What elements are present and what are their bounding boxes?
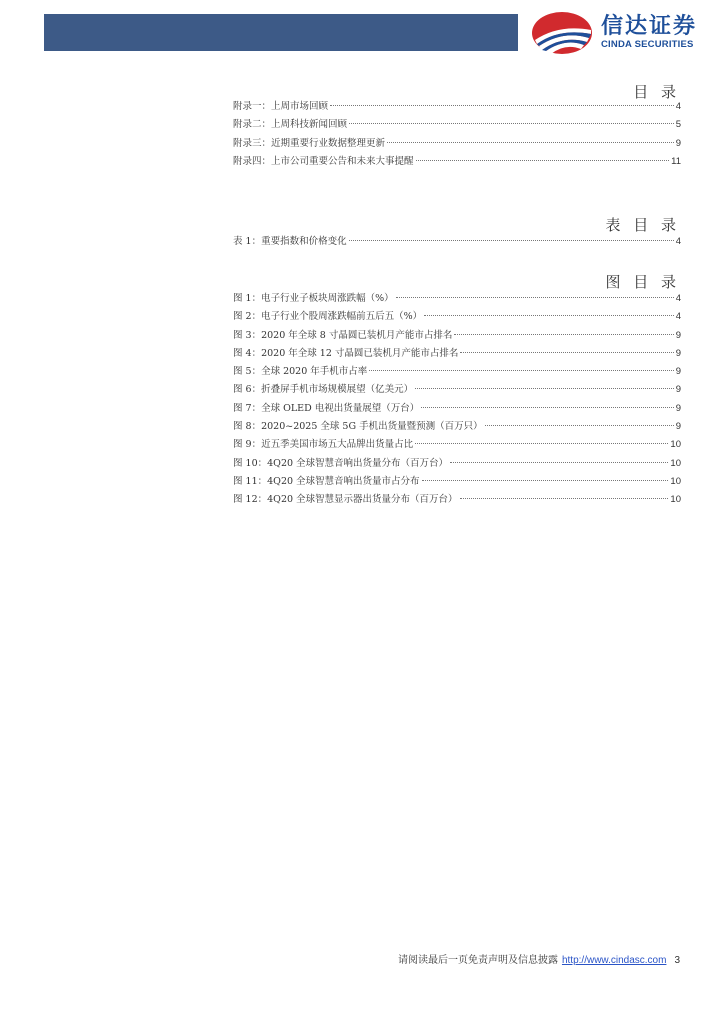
- toc-item-label: 图 2：电子行业个股周涨跌幅前五后五（%）: [233, 311, 423, 323]
- toc-item-label: 表 1：重要指数和价格变化: [233, 236, 347, 247]
- toc-item-label: 图 9：近五季美国市场五大品牌出货量占比: [233, 439, 414, 451]
- cinda-logo-icon: [529, 10, 595, 56]
- disclaimer-text: 请阅读最后一页免责声明及信息披露: [397, 955, 558, 966]
- toc-item[interactable]: [233, 116, 681, 134]
- toc-item-label: 附录四：上市公司重要公告和未来大事提醒: [233, 155, 414, 167]
- figures-toc-title: 图 目 录: [605, 273, 680, 291]
- toc-item-page: 9: [675, 384, 681, 396]
- leader-dots: [460, 352, 673, 353]
- toc-item-page: 4: [675, 293, 681, 304]
- toc-item-label: 图 4：2020 年全球 12 寸晶圆已装机月产能市占排名: [233, 347, 459, 359]
- tables-toc-list: [233, 233, 681, 251]
- toc-item-page: 10: [670, 457, 681, 469]
- toc-item-label: 附录二：上周科技新闻回顾: [233, 119, 348, 131]
- leader-dots: [415, 388, 674, 389]
- toc-item-page: 9: [675, 329, 681, 341]
- toc-item[interactable]: [233, 153, 681, 171]
- toc-item-page: 4: [675, 101, 681, 112]
- toc-item-page: 4: [675, 311, 681, 323]
- leader-dots: [330, 105, 674, 106]
- figure-toc-item[interactable]: [233, 473, 681, 491]
- leader-dots: [369, 370, 673, 371]
- toc-item-label: 图 6：折叠屏手机市场规模展望（亿美元）: [233, 384, 414, 396]
- figure-toc-item[interactable]: [233, 400, 681, 418]
- leader-dots: [424, 315, 674, 316]
- toc-item-label: 图 7：全球 OLED 电视出货量展望（万台）: [233, 402, 420, 414]
- toc-item-page: 5: [675, 119, 681, 131]
- figure-toc-item[interactable]: [233, 345, 681, 363]
- toc-item-page: 10: [670, 439, 681, 451]
- toc-item[interactable]: [233, 135, 681, 153]
- toc-item-page: 9: [675, 366, 681, 378]
- leader-dots: [421, 407, 673, 408]
- leader-dots: [422, 480, 669, 481]
- toc-item-label: 附录一：上周市场回顾: [233, 101, 329, 112]
- leader-dots: [396, 297, 674, 298]
- toc-item-page: 10: [670, 475, 681, 487]
- website-link[interactable]: http://www.cindasc.com: [561, 955, 667, 966]
- brand-name-cn: 信达证券: [601, 14, 698, 39]
- figure-toc-item[interactable]: [233, 418, 681, 436]
- toc-item-label: 图 5：全球 2020 年手机市占率: [233, 366, 368, 378]
- toc-item-label: 附录三：近期重要行业数据整理更新: [233, 137, 386, 149]
- toc-item-label: 图 11：4Q20 全球智慧音响出货量市占分布: [233, 475, 420, 487]
- toc-title: 目 录: [633, 83, 680, 101]
- toc-item-page: 10: [670, 494, 681, 506]
- figure-toc-item[interactable]: [233, 363, 681, 381]
- page-number: 3: [674, 955, 680, 966]
- toc-item-label: 图 3：2020 年全球 8 寸晶圆已装机月产能市占排名: [233, 329, 453, 341]
- toc-item-label: 图 1：电子行业子板块周涨跌幅（%）: [233, 293, 394, 304]
- brand-name-en: CINDA SECURITIES: [601, 39, 694, 50]
- figure-toc-item[interactable]: [233, 436, 681, 454]
- toc-list: [233, 98, 681, 171]
- figure-toc-item[interactable]: [233, 308, 681, 326]
- figures-toc-list: [233, 290, 681, 510]
- leader-dots: [387, 142, 674, 143]
- figure-toc-item[interactable]: [233, 491, 681, 509]
- header-bar: [44, 14, 518, 51]
- page-footer: [0, 951, 680, 966]
- toc-item-page: 9: [675, 347, 681, 359]
- toc-item-page: 9: [675, 137, 681, 149]
- leader-dots: [485, 425, 674, 426]
- toc-item-label: 图 12：4Q20 全球智慧显示器出货量分布（百万台）: [233, 494, 458, 506]
- figure-toc-item[interactable]: [233, 381, 681, 399]
- toc-item-page: 11: [671, 155, 681, 167]
- leader-dots: [450, 462, 668, 463]
- tables-toc-title: 表 目 录: [605, 216, 680, 234]
- leader-dots: [349, 123, 674, 124]
- toc-item-page: 9: [675, 421, 681, 433]
- table-toc-item[interactable]: [233, 233, 681, 251]
- figure-toc-item[interactable]: [233, 290, 681, 308]
- leader-dots: [416, 160, 670, 161]
- figure-toc-item[interactable]: [233, 455, 681, 473]
- toc-item-page: 9: [675, 402, 681, 414]
- leader-dots: [349, 240, 674, 241]
- toc-item-label: 图 8：2020~2025 全球 5G 手机出货量暨预测（百万只）: [233, 421, 483, 433]
- leader-dots: [454, 334, 673, 335]
- leader-dots: [460, 498, 669, 499]
- figure-toc-item[interactable]: [233, 327, 681, 345]
- leader-dots: [415, 443, 668, 444]
- toc-item[interactable]: [233, 98, 681, 116]
- toc-item-page: 4: [675, 236, 681, 247]
- toc-item-label: 图 10：4Q20 全球智慧音响出货量分布（百万台）: [233, 457, 449, 469]
